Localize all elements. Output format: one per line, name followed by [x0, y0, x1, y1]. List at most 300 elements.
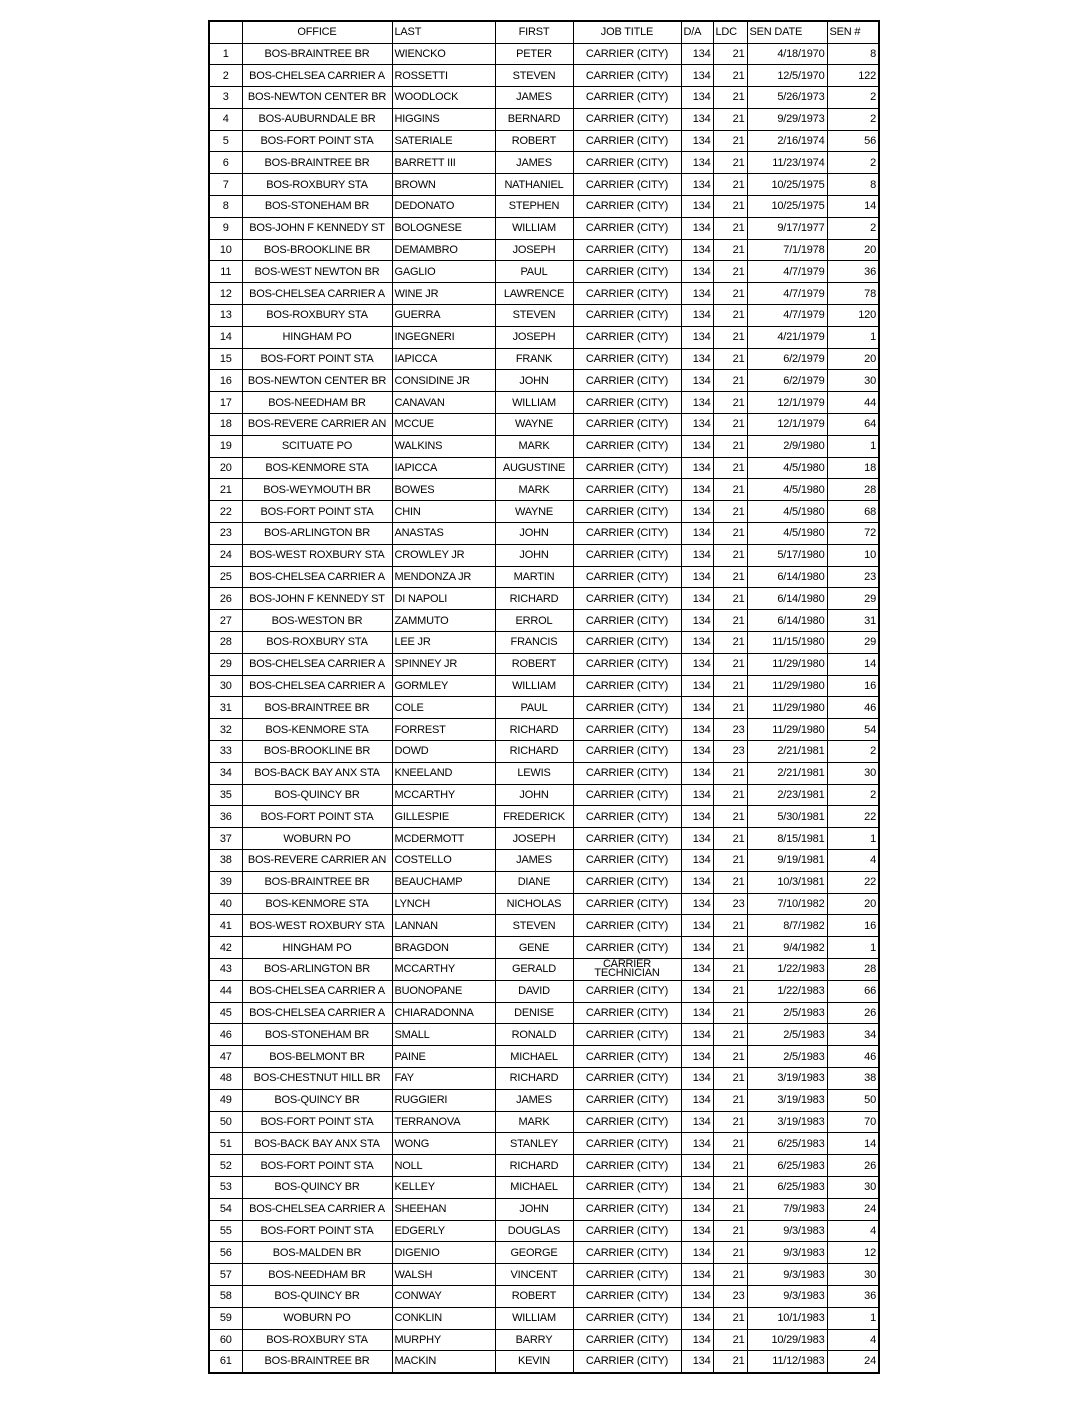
row-index: 29: [209, 653, 242, 675]
last-name-cell: FORREST: [392, 719, 495, 741]
job-title-cell: CARRIER (CITY): [573, 937, 681, 959]
job-title-cell: CARRIER (CITY): [573, 1329, 681, 1351]
sen-number-cell: 14: [827, 1133, 879, 1155]
sen-number-cell: 2: [827, 87, 879, 109]
da-cell: 134: [681, 893, 713, 915]
job-title-cell: CARRIER (CITY): [573, 980, 681, 1002]
last-name-cell: MCCUE: [392, 414, 495, 436]
first-name-cell: ERROL: [495, 610, 573, 632]
sen-number-cell: 20: [827, 239, 879, 261]
da-cell: 134: [681, 348, 713, 370]
da-cell: 134: [681, 980, 713, 1002]
job-title-cell: CARRIER (CITY): [573, 457, 681, 479]
ldc-cell: 21: [713, 435, 747, 457]
table-row: [209, 152, 879, 174]
job-title-cell: CARRIER (CITY): [573, 762, 681, 784]
job-title-cell: CARRIER (CITY): [573, 108, 681, 130]
sen-date-cell: 3/19/1983: [747, 1067, 827, 1089]
first-name-cell: PAUL: [495, 697, 573, 719]
sen-number-cell: 4: [827, 1220, 879, 1242]
da-cell: 134: [681, 414, 713, 436]
table-row: [209, 980, 879, 1002]
last-name-cell: CHIARADONNA: [392, 1002, 495, 1024]
job-title-cell: CARRIER (CITY): [573, 370, 681, 392]
sen-number-cell: 46: [827, 1046, 879, 1068]
last-name-cell: MCCARTHY: [392, 784, 495, 806]
ldc-cell: 21: [713, 65, 747, 87]
job-title-cell: CARRIER (CITY): [573, 130, 681, 152]
row-index: 28: [209, 632, 242, 654]
job-title-cell: CARRIER (CITY): [573, 1155, 681, 1177]
office-cell: BOS-REVERE CARRIER AN: [242, 849, 392, 871]
ldc-cell: 21: [713, 762, 747, 784]
da-cell: 134: [681, 697, 713, 719]
da-cell: 134: [681, 1242, 713, 1264]
row-index: 11: [209, 261, 242, 283]
ldc-cell: 21: [713, 217, 747, 239]
last-name-cell: WOODLOCK: [392, 87, 495, 109]
sen-number-cell: 66: [827, 980, 879, 1002]
last-name-cell: WALSH: [392, 1264, 495, 1286]
table-row: [209, 348, 879, 370]
ldc-cell: 21: [713, 806, 747, 828]
table-row: [209, 261, 879, 283]
sen-date-cell: 10/25/1975: [747, 196, 827, 218]
table-row: [209, 108, 879, 130]
row-index: 22: [209, 501, 242, 523]
last-name-cell: WONG: [392, 1133, 495, 1155]
da-cell: 134: [681, 392, 713, 414]
row-index: 47: [209, 1046, 242, 1068]
job-title-cell: CARRIER (CITY): [573, 610, 681, 632]
office-cell: BOS-BROOKLINE BR: [242, 239, 392, 261]
sen-date-cell: 8/7/1982: [747, 915, 827, 937]
last-name-cell: LEE JR: [392, 632, 495, 654]
sen-date-cell: 11/23/1974: [747, 152, 827, 174]
last-name-cell: LYNCH: [392, 893, 495, 915]
sen-date-cell: 1/22/1983: [747, 958, 827, 980]
da-cell: 134: [681, 217, 713, 239]
first-name-cell: GEORGE: [495, 1242, 573, 1264]
row-index: 17: [209, 392, 242, 414]
last-name-cell: IAPICCA: [392, 348, 495, 370]
office-cell: BOS-FORT POINT STA: [242, 1220, 392, 1242]
last-name-cell: CHIN: [392, 501, 495, 523]
da-cell: 134: [681, 1198, 713, 1220]
first-name-cell: ROBERT: [495, 130, 573, 152]
da-cell: 134: [681, 130, 713, 152]
da-cell: 134: [681, 849, 713, 871]
ldc-cell: 21: [713, 1002, 747, 1024]
ldc-cell: 21: [713, 174, 747, 196]
table-row: [209, 1089, 879, 1111]
first-name-cell: WILLIAM: [495, 217, 573, 239]
first-name-cell: FRANCIS: [495, 632, 573, 654]
last-name-cell: PAINE: [392, 1046, 495, 1068]
row-index: 31: [209, 697, 242, 719]
job-title-cell: CARRIER (CITY): [573, 65, 681, 87]
office-cell: BOS-CHELSEA CARRIER A: [242, 653, 392, 675]
job-title-cell: CARRIER (CITY): [573, 326, 681, 348]
last-name-cell: INGEGNERI: [392, 326, 495, 348]
row-index: 27: [209, 610, 242, 632]
ldc-cell: 21: [713, 130, 747, 152]
da-cell: 134: [681, 87, 713, 109]
office-cell: BOS-BACK BAY ANX STA: [242, 1133, 392, 1155]
ldc-cell: 21: [713, 1111, 747, 1133]
sen-number-cell: 16: [827, 675, 879, 697]
sen-date-cell: 6/25/1983: [747, 1176, 827, 1198]
sen-date-cell: 9/19/1981: [747, 849, 827, 871]
da-cell: 134: [681, 326, 713, 348]
office-cell: BOS-WEST ROXBURY STA: [242, 544, 392, 566]
row-index: 14: [209, 326, 242, 348]
sen-date-cell: 10/1/1983: [747, 1307, 827, 1329]
sen-number-cell: 29: [827, 588, 879, 610]
office-cell: BOS-STONEHAM BR: [242, 196, 392, 218]
job-title-cell: CARRIER (CITY): [573, 1351, 681, 1373]
job-title-cell: CARRIER (CITY): [573, 915, 681, 937]
office-cell: BOS-JOHN F KENNEDY ST: [242, 217, 392, 239]
last-name-cell: ZAMMUTO: [392, 610, 495, 632]
row-index: 15: [209, 348, 242, 370]
sen-number-cell: 28: [827, 479, 879, 501]
office-cell: BOS-STONEHAM BR: [242, 1024, 392, 1046]
office-cell: BOS-CHELSEA CARRIER A: [242, 980, 392, 1002]
first-name-cell: JOHN: [495, 544, 573, 566]
ldc-cell: 21: [713, 958, 747, 980]
table-row: [209, 828, 879, 850]
last-name-cell: BUONOPANE: [392, 980, 495, 1002]
da-cell: 134: [681, 588, 713, 610]
job-title-cell: CARRIER (CITY): [573, 435, 681, 457]
last-name-cell: DI NAPOLI: [392, 588, 495, 610]
sen-date-cell: 7/9/1983: [747, 1198, 827, 1220]
job-title-cell: CARRIER (CITY): [573, 828, 681, 850]
last-name-cell: DEDONATO: [392, 196, 495, 218]
last-name-cell: GILLESPIE: [392, 806, 495, 828]
ldc-cell: 23: [713, 741, 747, 763]
job-title-cell: CARRIER (CITY): [573, 1111, 681, 1133]
da-cell: 134: [681, 653, 713, 675]
table-row: [209, 1176, 879, 1198]
ldc-cell: 21: [713, 1046, 747, 1068]
job-title-cell: CARRIER (CITY): [573, 1046, 681, 1068]
sen-date-cell: 11/15/1980: [747, 632, 827, 654]
table-row: [209, 65, 879, 87]
sen-number-cell: 30: [827, 1176, 879, 1198]
last-name-cell: MCDERMOTT: [392, 828, 495, 850]
sen-date-cell: 4/7/1979: [747, 283, 827, 305]
office-cell: BOS-CHELSEA CARRIER A: [242, 1198, 392, 1220]
office-cell: BOS-CHELSEA CARRIER A: [242, 283, 392, 305]
sen-date-cell: 4/5/1980: [747, 501, 827, 523]
first-name-cell: RICHARD: [495, 588, 573, 610]
da-cell: 134: [681, 1067, 713, 1089]
table-row: [209, 1111, 879, 1133]
first-name-cell: WAYNE: [495, 501, 573, 523]
da-cell: 134: [681, 435, 713, 457]
sen-date-cell: 11/29/1980: [747, 675, 827, 697]
last-name-cell: DOWD: [392, 741, 495, 763]
sen-number-cell: 56: [827, 130, 879, 152]
sen-number-cell: 1: [827, 1307, 879, 1329]
sen-date-cell: 7/10/1982: [747, 893, 827, 915]
ldc-cell: 21: [713, 501, 747, 523]
sen-number-cell: 14: [827, 653, 879, 675]
table-row: [209, 544, 879, 566]
sen-number-cell: 122: [827, 65, 879, 87]
sen-date-cell: 9/3/1983: [747, 1242, 827, 1264]
first-name-cell: MICHAEL: [495, 1176, 573, 1198]
first-name-cell: DAVID: [495, 980, 573, 1002]
ldc-cell: 21: [713, 980, 747, 1002]
job-title-cell: CARRIER (CITY): [573, 43, 681, 65]
first-name-cell: MARTIN: [495, 566, 573, 588]
da-cell: 134: [681, 544, 713, 566]
first-name-cell: PETER: [495, 43, 573, 65]
ldc-cell: 21: [713, 1220, 747, 1242]
da-cell: 134: [681, 1220, 713, 1242]
table-row: [209, 719, 879, 741]
da-cell: 134: [681, 566, 713, 588]
office-cell: HINGHAM PO: [242, 326, 392, 348]
sen-date-cell: 8/15/1981: [747, 828, 827, 850]
last-name-cell: SMALL: [392, 1024, 495, 1046]
last-name-cell: IAPICCA: [392, 457, 495, 479]
first-name-cell: JOSEPH: [495, 828, 573, 850]
sen-date-cell: 7/1/1978: [747, 239, 827, 261]
row-index: 16: [209, 370, 242, 392]
table-row: [209, 523, 879, 545]
first-name-cell: WAYNE: [495, 414, 573, 436]
table-row: [209, 283, 879, 305]
sen-date-cell: 5/26/1973: [747, 87, 827, 109]
table-row: [209, 1351, 879, 1373]
job-title-cell: CARRIER (CITY): [573, 1220, 681, 1242]
sen-date-cell: 11/29/1980: [747, 653, 827, 675]
sen-number-cell: 23: [827, 566, 879, 588]
da-cell: 134: [681, 1089, 713, 1111]
sen-date-cell: 2/5/1983: [747, 1002, 827, 1024]
office-cell: BOS-BRAINTREE BR: [242, 871, 392, 893]
row-index: 3: [209, 87, 242, 109]
sen-date-cell: 4/5/1980: [747, 457, 827, 479]
table-row: [209, 43, 879, 65]
ldc-cell: 21: [713, 370, 747, 392]
row-index: 36: [209, 806, 242, 828]
da-cell: 134: [681, 1329, 713, 1351]
row-index: 46: [209, 1024, 242, 1046]
office-cell: BOS-CHELSEA CARRIER A: [242, 1002, 392, 1024]
sen-number-cell: 2: [827, 784, 879, 806]
office-cell: BOS-NEEDHAM BR: [242, 1264, 392, 1286]
ldc-cell: 21: [713, 1155, 747, 1177]
sen-date-cell: 2/5/1983: [747, 1046, 827, 1068]
sen-number-cell: 68: [827, 501, 879, 523]
row-index: 61: [209, 1351, 242, 1373]
row-index: 37: [209, 828, 242, 850]
sen-number-cell: 20: [827, 893, 879, 915]
job-title-cell: CARRIER (CITY): [573, 196, 681, 218]
first-name-cell: STEVEN: [495, 915, 573, 937]
sen-date-cell: 4/7/1979: [747, 261, 827, 283]
sen-number-cell: 120: [827, 305, 879, 327]
ldc-cell: 21: [713, 697, 747, 719]
row-index: 58: [209, 1285, 242, 1307]
office-cell: BOS-ROXBURY STA: [242, 305, 392, 327]
sen-number-cell: 22: [827, 806, 879, 828]
row-index: 18: [209, 414, 242, 436]
row-index: 57: [209, 1264, 242, 1286]
table-row: [209, 1198, 879, 1220]
ldc-cell: 21: [713, 152, 747, 174]
first-name-cell: BERNARD: [495, 108, 573, 130]
row-index: 54: [209, 1198, 242, 1220]
da-cell: 134: [681, 675, 713, 697]
da-cell: 134: [681, 457, 713, 479]
job-title-cell: CARRIER (CITY): [573, 87, 681, 109]
sen-number-cell: 64: [827, 414, 879, 436]
row-index: 56: [209, 1242, 242, 1264]
job-title-cell: CARRIER (CITY): [573, 588, 681, 610]
ldc-cell: 21: [713, 196, 747, 218]
table-row: [209, 457, 879, 479]
sen-number-cell: 2: [827, 108, 879, 130]
last-name-cell: CONWAY: [392, 1285, 495, 1307]
ldc-cell: 21: [713, 915, 747, 937]
last-name-cell: SATERIALE: [392, 130, 495, 152]
sen-date-cell: 10/3/1981: [747, 871, 827, 893]
job-title-cell: CARRIER (CITY): [573, 893, 681, 915]
first-name-cell: NICHOLAS: [495, 893, 573, 915]
table-row: [209, 87, 879, 109]
job-title-cell: CARRIER (CITY): [573, 1176, 681, 1198]
row-index: 2: [209, 65, 242, 87]
table-row: [209, 1242, 879, 1264]
job-title-cell: CARRIER (CITY): [573, 697, 681, 719]
last-name-cell: COLE: [392, 697, 495, 719]
first-name-cell: DOUGLAS: [495, 1220, 573, 1242]
sen-date-cell: 5/17/1980: [747, 544, 827, 566]
office-cell: BOS-QUINCY BR: [242, 784, 392, 806]
job-title-cell: CARRIER (CITY): [573, 653, 681, 675]
ldc-cell: 21: [713, 849, 747, 871]
da-cell: 134: [681, 1176, 713, 1198]
first-name-cell: VINCENT: [495, 1264, 573, 1286]
row-index: 30: [209, 675, 242, 697]
header-sen-date: SEN DATE: [747, 21, 827, 43]
ldc-cell: 21: [713, 1176, 747, 1198]
sen-date-cell: 9/17/1977: [747, 217, 827, 239]
job-title-cell: CARRIER (CITY): [573, 261, 681, 283]
office-cell: BOS-ROXBURY STA: [242, 174, 392, 196]
da-cell: 134: [681, 65, 713, 87]
ldc-cell: 21: [713, 1067, 747, 1089]
da-cell: 134: [681, 1111, 713, 1133]
sen-number-cell: 1: [827, 937, 879, 959]
sen-number-cell: 78: [827, 283, 879, 305]
sen-date-cell: 4/18/1970: [747, 43, 827, 65]
ldc-cell: 21: [713, 1133, 747, 1155]
ldc-cell: 21: [713, 1351, 747, 1373]
da-cell: 134: [681, 762, 713, 784]
table-row: [209, 588, 879, 610]
da-cell: 134: [681, 937, 713, 959]
table-row: [209, 653, 879, 675]
sen-number-cell: 26: [827, 1002, 879, 1024]
table-row: [209, 1155, 879, 1177]
office-cell: BOS-ROXBURY STA: [242, 632, 392, 654]
sen-number-cell: 1: [827, 828, 879, 850]
office-cell: BOS-BRAINTREE BR: [242, 43, 392, 65]
ldc-cell: 21: [713, 239, 747, 261]
sen-number-cell: 4: [827, 1329, 879, 1351]
sen-date-cell: 4/5/1980: [747, 523, 827, 545]
last-name-cell: BROWN: [392, 174, 495, 196]
office-cell: BOS-FORT POINT STA: [242, 1155, 392, 1177]
ldc-cell: 21: [713, 1307, 747, 1329]
first-name-cell: DIANE: [495, 871, 573, 893]
ldc-cell: 21: [713, 1198, 747, 1220]
table-row: [209, 326, 879, 348]
table-row: [209, 1307, 879, 1329]
da-cell: 134: [681, 610, 713, 632]
sen-date-cell: 10/29/1983: [747, 1329, 827, 1351]
last-name-cell: WINE JR: [392, 283, 495, 305]
first-name-cell: STANLEY: [495, 1133, 573, 1155]
job-title-cell: CARRIER (CITY): [573, 523, 681, 545]
first-name-cell: GERALD: [495, 958, 573, 980]
first-name-cell: AUGUSTINE: [495, 457, 573, 479]
last-name-cell: CONSIDINE JR: [392, 370, 495, 392]
ldc-cell: 21: [713, 1024, 747, 1046]
job-title-cell: CARRIER (CITY): [573, 719, 681, 741]
row-index: 6: [209, 152, 242, 174]
ldc-cell: 21: [713, 392, 747, 414]
last-name-cell: BARRETT III: [392, 152, 495, 174]
table-row: [209, 435, 879, 457]
first-name-cell: RONALD: [495, 1024, 573, 1046]
sen-date-cell: 6/25/1983: [747, 1133, 827, 1155]
job-title-cell: CARRIER (CITY): [573, 217, 681, 239]
first-name-cell: GENE: [495, 937, 573, 959]
last-name-cell: DEMAMBRO: [392, 239, 495, 261]
job-title-cell: CARRIER (CITY): [573, 1067, 681, 1089]
job-title-cell: CARRIER (CITY): [573, 305, 681, 327]
sen-number-cell: 24: [827, 1351, 879, 1373]
ldc-cell: 21: [713, 544, 747, 566]
da-cell: 134: [681, 370, 713, 392]
office-cell: BOS-QUINCY BR: [242, 1176, 392, 1198]
sen-date-cell: 4/7/1979: [747, 305, 827, 327]
sen-number-cell: 2: [827, 741, 879, 763]
row-index: 5: [209, 130, 242, 152]
ldc-cell: 21: [713, 1242, 747, 1264]
last-name-cell: SPINNEY JR: [392, 653, 495, 675]
last-name-cell: GAGLIO: [392, 261, 495, 283]
sen-date-cell: 2/9/1980: [747, 435, 827, 457]
office-cell: BOS-KENMORE STA: [242, 719, 392, 741]
table-row: [209, 893, 879, 915]
header-da: D/A: [681, 21, 713, 43]
last-name-cell: ROSSETTI: [392, 65, 495, 87]
sen-number-cell: 1: [827, 326, 879, 348]
header-first: FIRST: [495, 21, 573, 43]
first-name-cell: JOHN: [495, 784, 573, 806]
ldc-cell: 21: [713, 675, 747, 697]
last-name-cell: TERRANOVA: [392, 1111, 495, 1133]
